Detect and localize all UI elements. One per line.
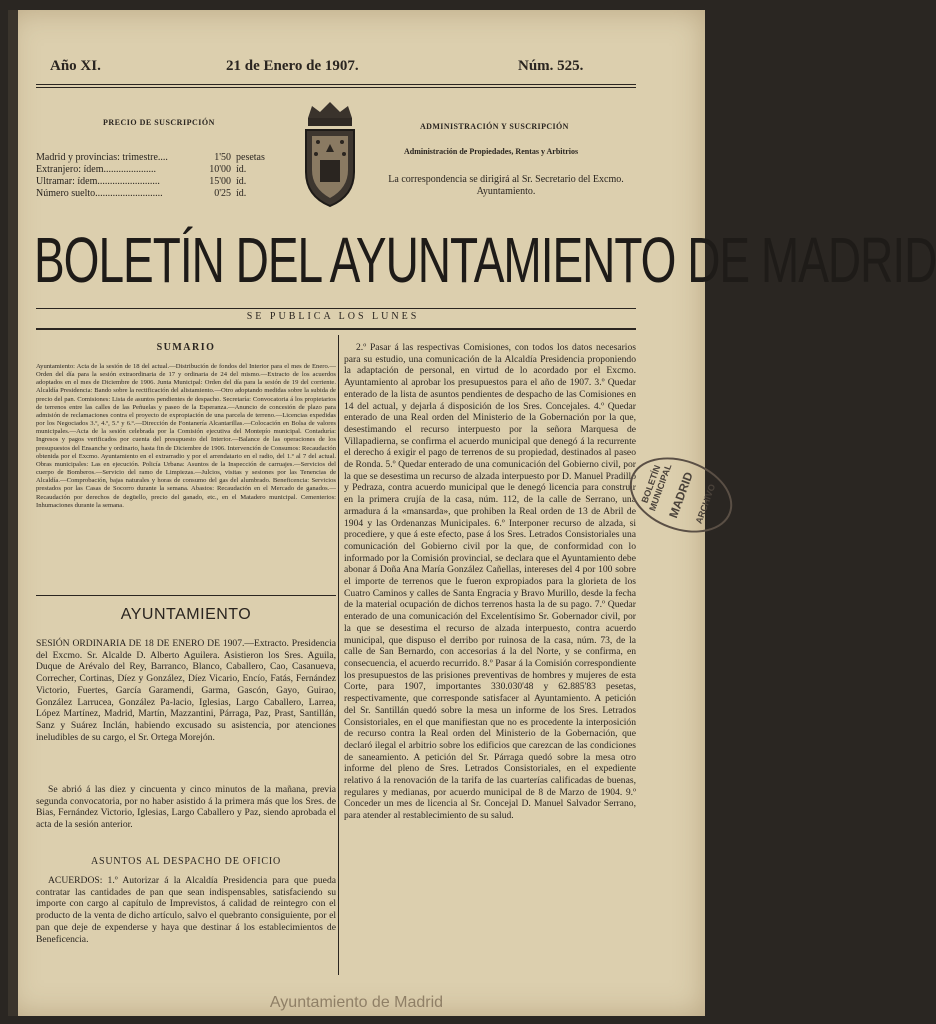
price-value: 15'00: [209, 176, 231, 187]
column-divider: [338, 335, 339, 975]
issue-year: Año XI.: [50, 58, 101, 74]
masthead-title: BOLETÍN DEL AYUNTAMIENTO DE MADRID: [34, 223, 936, 297]
price-row: [36, 176, 286, 188]
price-label: Ultramar: ídem.........................: [36, 176, 160, 187]
price-unit: íd.: [236, 164, 247, 175]
price-label: Madrid y provincias: trimestre....: [36, 152, 168, 163]
session-opening: Se abrió á las diez y cincuenta y cinco minutos de la mañana, previa segunda convocatoria, por no haber asistido á la primera más que los Sres. de Bias, Fernández Victorio, Iglesias, Largo Caballero y Paz, siendo aprobada el acta de la sesión anterior.: [36, 784, 336, 831]
library-stamp: [619, 444, 743, 546]
stamp-text: MADRID: [666, 470, 696, 520]
sumario-title: SUMARIO: [156, 342, 216, 353]
price-unit: pesetas: [236, 152, 265, 163]
section-rule: [36, 595, 336, 596]
publication-frequency: SE PUBLICA LOS LUNES: [246, 311, 420, 322]
asuntos-heading: ASUNTOS AL DESPACHO DE OFICIO: [90, 856, 282, 867]
price-label: Extranjero: ídem.....................: [36, 164, 156, 175]
masthead-rule: [36, 308, 636, 309]
price-unit: íd.: [236, 176, 247, 187]
price-row: [36, 164, 286, 176]
issue-number: Núm. 525.: [518, 58, 584, 74]
newspaper-page: [8, 10, 936, 1016]
administration-note: La correspondencia se dirigirá al Sr. Secretario del Excmo. Ayuntamiento.: [388, 174, 624, 197]
acuerdos-text: ACUERDOS: 1.º Autorizar á la Alcaldía Presidencia para que pueda contratar las cantidades de pan que sean indispensables, satisfaciendo su importe con cargo al capítulo de Imprevistos, á calidad de reintegro con el producto de la venta de dicho artículo, salvo el quebranto consiguiente, por el pan que deje de expenderse y haya que destinar á los establecimientos de Beneficencia.: [36, 875, 336, 945]
price-row: [36, 188, 286, 200]
administration-title: ADMINISTRACIÓN Y SUSCRIPCIÓN: [420, 122, 569, 131]
header-rule-double: [36, 87, 636, 88]
left-column: [36, 342, 336, 957]
footer-watermark: Ayuntamiento de Madrid: [269, 994, 444, 1011]
stamp-text: BOLETÍN MUNICIPAL: [639, 462, 674, 513]
subscription-price-list: [36, 152, 286, 200]
price-row: [36, 152, 286, 164]
price-value: 1'50: [214, 152, 231, 163]
session-minutes: SESIÓN ORDINARIA DE 18 DE ENERO DE 1907.—Extracto. Presidencia del Excmo. Sr. Alcalde D. Alberto Aguilera. Asistieron los Sres. Aguila, Duque de Arévalo del Rey, Barranco, Blanco, Caballero, Cao, Casanueva, Correcher, Cortinas, Díez y González, Díez Vicario, Encío, Fatás, Fernández Victorio, Fuertes, García Garamendi, Garma, Gascón, Gayo, Guirao, González Larrucea, González Pa-lacio, Iglesias, Largo Caballero, Larrea, López Martínez, Madrid, Martín, Mazzantini, Párraga, Paz, Prast, Santillán, Sanz y Suárez Inclán, habiendo excusado su asistencia, por atenciones ineludibles de su cargo, el Sr. Ortega Morejón.: [36, 638, 336, 743]
masthead-rule-bottom: [36, 328, 636, 330]
header-rule: [36, 84, 636, 85]
stamp-text: ARCHIVO: [693, 482, 718, 526]
price-value: 0'25: [214, 188, 231, 199]
right-column-text: 2.º Pasar á las respectivas Comisiones, con todos los datos necesarios para su estudio, una comunicación de la Alcaldía Presidencia proponiendo la adaptación de personal, en virtud de lo acordado por el Excmo. Ayuntamiento al aprobar los presupuestos para el año de 1907. 3.º Quedar enterado de la lista de asuntos pendientes de despacho de las Comisiones en 14 del actual, y dejarla á disposición de los Sres. Concejales. 4.º Quedar enterado de una Real orden del Ministerio de la Gobernación por la que, desestimando el recurso interpuesto por la señora Marquesa de Villapadierna, se confirma el acuerdo municipal que denegó á la recurrente el derecho á exigir el pago de terrenos de su propiedad, destinados al paseo de Ronda. 5.º Quedar enterado de una comunicación del Gobierno civil, por la que se desestima un recurso de alzada interpuesto por D. Manuel Pradillo y Pedraza, contra acuerdo municipal que le denegó licencia para construir en la primera crujía de la casa, núm. 112, de la calle de Serrano, una armadura á la «mansarda», que prohiben la Real orden de 13 de Abril de 1904 y las Ordenanzas Municipales. 6.º Interponer recurso de alzada, si procediere, y que á este efecto, pase á los Sres. Letrados Consistoriales una comunicación del Gobierno civil por la que, de conformidad con lo informado por la Comisión provincial, se declara que el Ayuntamiento debe abonar á Doña Ana María González Cañellas, intereses del 4 por 100 sobre el importe de terrenos que le fueron expropiados para la glorieta de los Cuatro Caminos y calles de Santa Engracia y Bravo Murillo, desde la fecha de la material ocupación de dichos terrenos hasta la de su pago. 7.º Quedar enterado de una comunicación del Excelentísimo Sr. Gobernador civil, por la que se desestima el recurso de alzada interpuesto, contra acuerdo municipal, que dispuso el derribo por ruinosa de la casa, núm. 73, de la calle de San Bernardo, con accesorias á la del Norte, y se confirma, en consecuencia, el acuerdo recurrido. 8.º Pasar á la Comisión correspondiente los presupuestos de las prisiones preventivas de hombres y mujeres de esta Corte, para 1907, importantes 330.030'48 y 62.885'83 pesetas, respectivamente, que corresponde satisfacer al Ayuntamiento. A petición del Sr. Santillán quedó sobre la mesa un informe de los Sres. Letrados Consistoriales, en el que manifiestan que no es procedente la interposición de recurso contra la Real orden del Ministerio de la Gobernación, que declaró ilegal el arbitrio sobre los edificios que carezcan de las condiciones de saneamiento. A petición del Sr. Párraga quedó sobre la mesa otro informe del pleno de Sres. Letrados Consistoriales, en el expediente relativo á la renovación de la tarifa de las cuarterías calificadas de buenas, regulares y medianas, por acuerdo municipal de 8 de Marzo de 1904. 9.º Conceder un mes de licencia al Sr. Concejal D. Manuel Salvador Serrano, para atender al restablecimiento de su salud.: [344, 342, 636, 822]
price-label: Número suelto...........................: [36, 188, 163, 199]
price-value: 10'00: [209, 164, 231, 175]
price-unit: íd.: [236, 188, 247, 199]
page-binding: [8, 10, 18, 1016]
madrid-coat-of-arms-icon: [298, 100, 362, 212]
administration-subtitle: Administración de Propiedades, Rentas y Arbitrios: [404, 147, 579, 156]
ayuntamiento-heading: AYUNTAMIENTO: [120, 606, 252, 623]
subscription-title: PRECIO DE SUSCRIPCIÓN: [103, 118, 215, 127]
right-column: [344, 342, 636, 957]
issue-date: 21 de Enero de 1907.: [226, 58, 359, 74]
sumario-text: Ayuntamiento: Acta de la sesión de 18 del actual.—Distribución de fondos del Interior para el mes de Enero.—Orden del día para la sesión extraordinaria de 17 y ordinaria de 24 del mismo.—Extracto de los acuerdos adoptados en el mes de Diciembre de 1906. Junta Municipal: Orden del día para la sesión de 19 del corriente. Alcaldía Presidencia: Bando sobre la rectificación del alistamiento.—Otro adoptando medidas sobre la subida de precio del pan. Comisiones: Lista de asuntos pendientes de despacho. Secretaría: Convocatoria á los propietarios de terrenos entre las calles de las Peñuelas y paseo de la Esperanza.—Anuncio de concesión de plazo para admisión de reclamaciones contra el proyecto de expropiación de una parcela de terreno.—Licencias expedidas por los Negociados 3.º, 4.º, 5.º y 6.º.—Dirección de Fontanería Alcantarillas.—Colocación en Bolsa de valores municipales.—Acta de la sesión celebrada por la Comisión ejecutiva del Montepío municipal. Contaduría: Ingresos y pagos verificados por cuenta del presupuesto del Interior.—Balance de las operaciones de los presupuestos del Ensanche y ordinario, hasta fin de Diciembre de 1906. Intervención de Consumos: Recaudación obtenida por el Excmo. Ayuntamiento en el extrarradio y por el arrendatario en el radio, del 1.º al 7 del actual. Obras municipales: Las en ejecución. Policía Urbana: Asuntos de la Inspección de carruajes.—Servicios del cuerpo de Bomberos.—Servicio del ramo de Limpiezas.—Julcios, visitas y sesiones por las Tenencias de Alcaldía.—Comprobación, bajas naturales y horas de consumo del gas del alumbrado. Beneficencia: Servicios prestados por las Casas de Socorro durante la semana. Abastos: Recaudación en el Mercado de ganados.—Recaudación por derechos de degüello, precio del ganado, etc., en el Matadero municipal. Cementerios: Inhumaciones durante la semana.: [36, 363, 336, 509]
